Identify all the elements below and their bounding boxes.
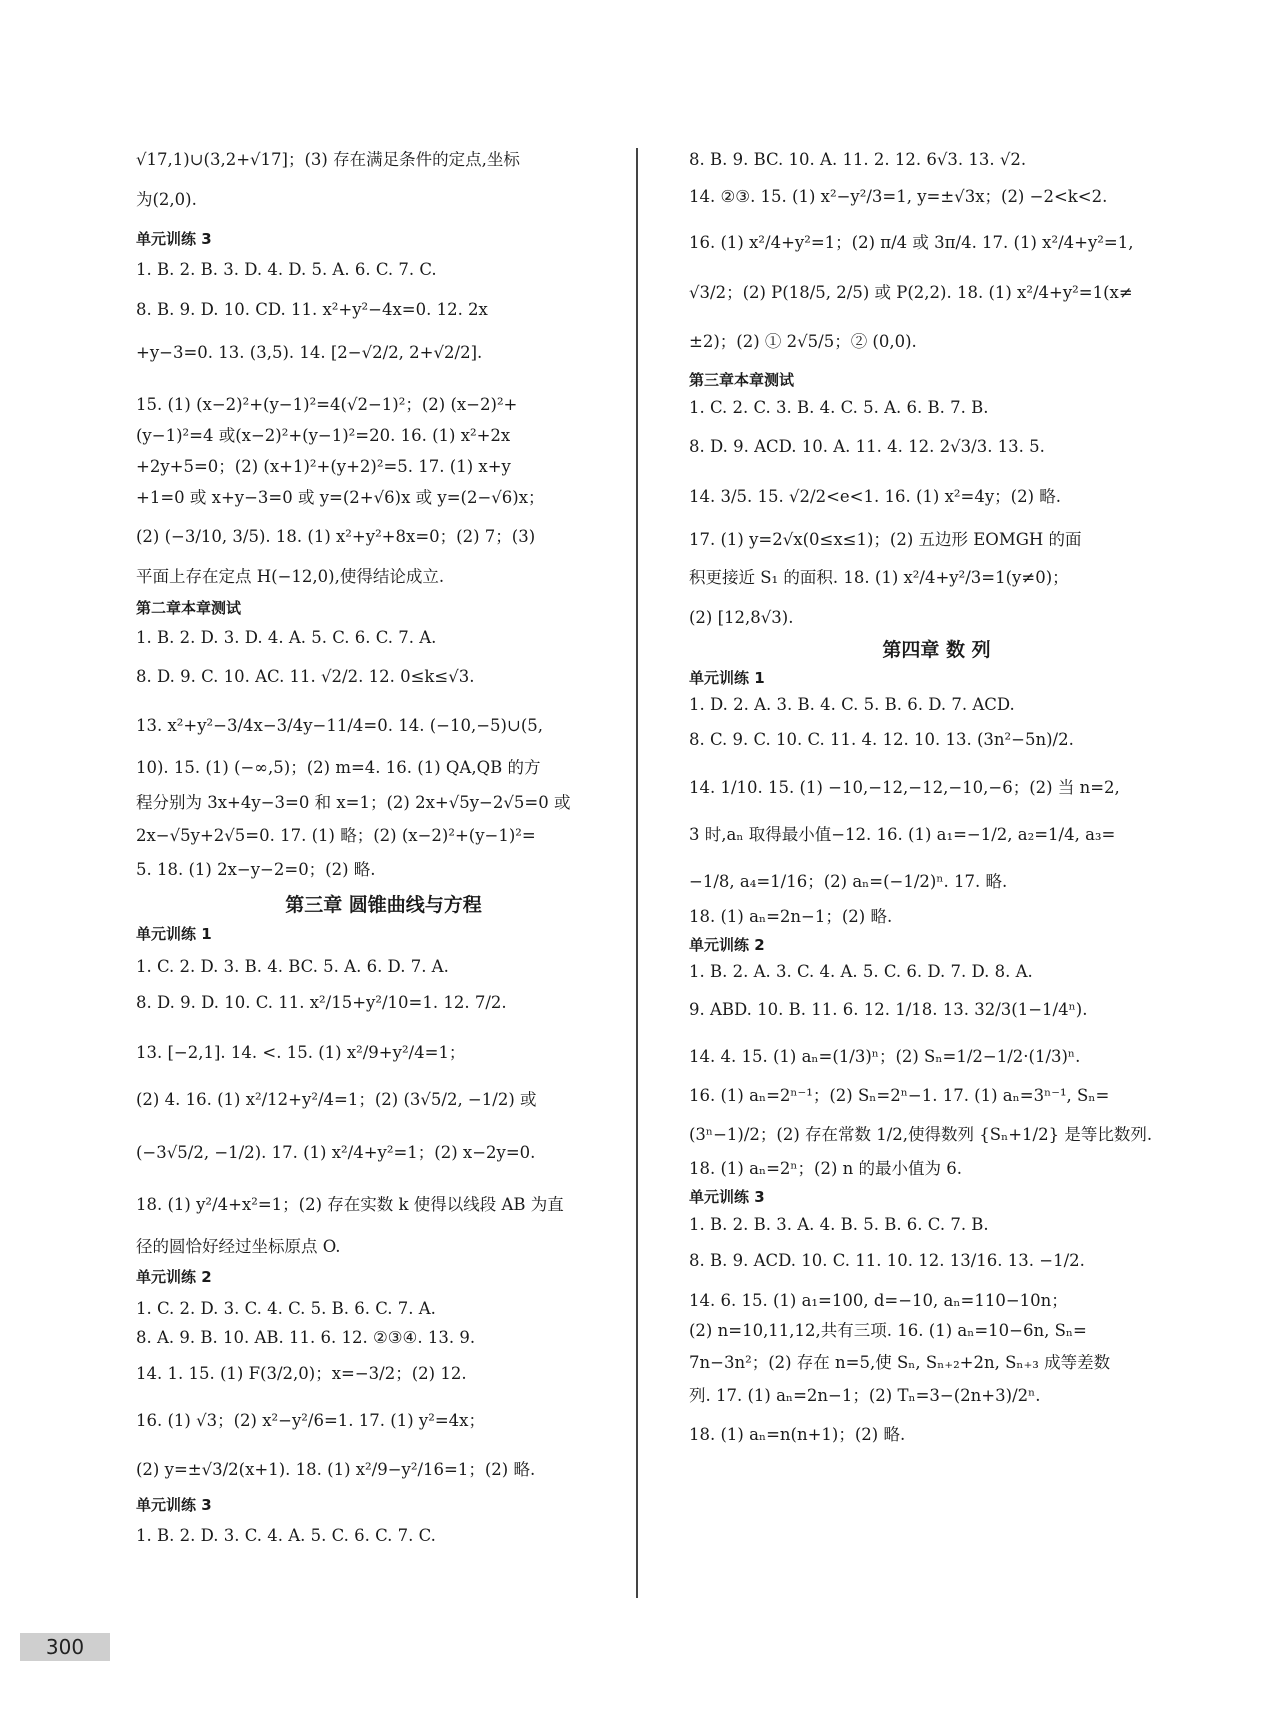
answer-line: (2) y=±√3/2(x+1). 18. (1) x²/9−y²/16=1；(2) 略.: [136, 1460, 536, 1479]
section-heading: 第二章本章测试: [136, 599, 242, 617]
answer-line: 14. 1/10. 15. (1) −10,−12,−12,−10,−6；(2) 当 n=2,: [689, 778, 1120, 797]
answer-line: 8. B. 9. D. 10. CD. 11. x²+y²−4x=0. 12. 2x: [136, 300, 488, 319]
section-heading: 单元训练 3: [136, 230, 212, 248]
answer-line: 8. B. 9. ACD. 10. C. 11. 10. 12. 13/16. 13. −1/2.: [689, 1251, 1085, 1270]
answer-line: 5. 18. (1) 2x−y−2=0；(2) 略.: [136, 860, 376, 879]
answer-line: 14. ②③. 15. (1) x²−y²/3=1, y=±√3x；(2) −2<k<2.: [689, 187, 1108, 206]
answer-line: 7n−3n²；(2) 存在 n=5,使 Sₙ, Sₙ₊₂+2n, Sₙ₊₃ 成等差数: [689, 1353, 1111, 1372]
section-heading: 单元训练 2: [689, 936, 765, 954]
answer-line: √17,1)∪(3,2+√17]；(3) 存在满足条件的定点,坐标: [136, 150, 520, 169]
answer-line: 8. C. 9. C. 10. C. 11. 4. 12. 10. 13. (3n²−5n)/2.: [689, 730, 1074, 749]
answer-line: (2) (−3/10, 3/5). 18. (1) x²+y²+8x=0；(2) 7；(3): [136, 527, 536, 546]
answer-line: 为(2,0).: [136, 190, 197, 209]
answer-line: 1. D. 2. A. 3. B. 4. C. 5. B. 6. D. 7. ACD.: [689, 695, 1015, 714]
answer-line: 13. [−2,1]. 14. <. 15. (1) x²/9+y²/4=1；: [136, 1043, 466, 1062]
answer-line: 8. B. 9. BC. 10. A. 11. 2. 12. 6√3. 13. √2.: [689, 150, 1027, 169]
answer-line: 10). 15. (1) (−∞,5)；(2) m=4. 16. (1) QA,QB 的方: [136, 758, 541, 777]
section-heading: 单元训练 2: [136, 1268, 212, 1286]
answer-line: +2y+5=0；(2) (x+1)²+(y+2)²=5. 17. (1) x+y: [136, 457, 511, 476]
answer-line: 9. ABD. 10. B. 11. 6. 12. 1/18. 13. 32/3(1−1/4ⁿ).: [689, 1000, 1088, 1019]
answer-line: 列. 17. (1) aₙ=2n−1；(2) Tₙ=3−(2n+3)/2ⁿ.: [689, 1386, 1041, 1405]
column-divider: [636, 148, 638, 1598]
answer-line: 18. (1) aₙ=2n−1；(2) 略.: [689, 907, 893, 926]
answer-line: 1. B. 2. D. 3. C. 4. A. 5. C. 6. C. 7. C.: [136, 1526, 436, 1545]
answer-line: 1. C. 2. C. 3. B. 4. C. 5. A. 6. B. 7. B.: [689, 398, 989, 417]
answer-line: 平面上存在定点 H(−12,0),使得结论成立.: [136, 567, 445, 586]
answer-line: 1. C. 2. D. 3. C. 4. C. 5. B. 6. C. 7. A.: [136, 1299, 436, 1318]
answer-line: 3 时,aₙ 取得最小值−12. 16. (1) a₁=−1/2, a₂=1/4, a₃=: [689, 825, 1116, 844]
section-heading: 单元训练 1: [136, 925, 212, 943]
answer-line: 13. x²+y²−3/4x−3/4y−11/4=0. 14. (−10,−5)∪(5,: [136, 716, 543, 735]
answer-line: 15. (1) (x−2)²+(y−1)²=4(√2−1)²；(2) (x−2)²+: [136, 395, 518, 414]
answer-line: ±2)；(2) ① 2√5/5；② (0,0).: [689, 332, 917, 351]
answer-line: 18. (1) aₙ=n(n+1)；(2) 略.: [689, 1425, 906, 1444]
answer-line: 14. 4. 15. (1) aₙ=(1/3)ⁿ；(2) Sₙ=1/2−1/2·(1/3)ⁿ.: [689, 1047, 1081, 1066]
chapter-title: 第四章 数 列: [882, 639, 991, 661]
answer-line: +y−3=0. 13. (3,5). 14. [2−√2/2, 2+√2/2].: [136, 343, 483, 362]
answer-line: 8. A. 9. B. 10. AB. 11. 6. 12. ②③④. 13. 9.: [136, 1328, 476, 1347]
answer-line: 8. D. 9. ACD. 10. A. 11. 4. 12. 2√3/3. 13. 5.: [689, 437, 1045, 456]
section-heading: 单元训练 3: [689, 1188, 765, 1206]
answer-line: 1. B. 2. D. 3. D. 4. A. 5. C. 6. C. 7. A.: [136, 628, 437, 647]
answer-line: 16. (1) x²/4+y²=1；(2) π/4 或 3π/4. 17. (1) x²/4+y²=1,: [689, 233, 1134, 252]
answer-line: 2x−√5y+2√5=0. 17. (1) 略；(2) (x−2)²+(y−1)²=: [136, 826, 536, 845]
answer-line: 14. 6. 15. (1) a₁=100, d=−10, aₙ=110−10n；: [689, 1291, 1068, 1310]
answer-line: 16. (1) aₙ=2ⁿ⁻¹；(2) Sₙ=2ⁿ−1. 17. (1) aₙ=3ⁿ⁻¹, Sₙ=: [689, 1086, 1110, 1105]
answer-line: 16. (1) √3；(2) x²−y²/6=1. 17. (1) y²=4x；: [136, 1411, 485, 1430]
answer-line: 1. B. 2. B. 3. A. 4. B. 5. B. 6. C. 7. B.: [689, 1215, 989, 1234]
answer-line: 18. (1) y²/4+x²=1；(2) 存在实数 k 使得以线段 AB 为直: [136, 1195, 564, 1214]
section-heading: 单元训练 1: [689, 669, 765, 687]
answer-line: 1. B. 2. A. 3. C. 4. A. 5. C. 6. D. 7. D. 8. A.: [689, 962, 1033, 981]
answer-line: 径的圆恰好经过坐标原点 O.: [136, 1237, 341, 1256]
answer-line: (2) 4. 16. (1) x²/12+y²/4=1；(2) (3√5/2, −1/2) 或: [136, 1090, 537, 1109]
answer-line: 8. D. 9. D. 10. C. 11. x²/15+y²/10=1. 12. 7/2.: [136, 993, 507, 1012]
answer-line: (−3√5/2, −1/2). 17. (1) x²/4+y²=1；(2) x−2y=0.: [136, 1143, 536, 1162]
answer-line: (y−1)²=4 或(x−2)²+(y−1)²=20. 16. (1) x²+2x: [136, 426, 511, 445]
answer-line: 18. (1) aₙ=2ⁿ；(2) n 的最小值为 6.: [689, 1159, 963, 1178]
chapter-title: 第三章 圆锥曲线与方程: [285, 894, 482, 916]
answer-line: (3ⁿ−1)/2；(2) 存在常数 1/2,使得数列 {Sₙ+1/2} 是等比数列.: [689, 1125, 1153, 1144]
answer-line: 14. 3/5. 15. √2/2<e<1. 16. (1) x²=4y；(2) 略.: [689, 487, 1062, 506]
answer-line: −1/8, a₄=1/16；(2) aₙ=(−1/2)ⁿ. 17. 略.: [689, 872, 1008, 891]
answer-line: +1=0 或 x+y−3=0 或 y=(2+√6)x 或 y=(2−√6)x；: [136, 488, 545, 507]
answer-line: (2) n=10,11,12,共有三项. 16. (1) aₙ=10−6n, Sₙ=: [689, 1321, 1087, 1340]
answer-line: 程分别为 3x+4y−3=0 和 x=1；(2) 2x+√5y−2√5=0 或: [136, 793, 571, 812]
section-heading: 单元训练 3: [136, 1496, 212, 1514]
answer-line: 1. B. 2. B. 3. D. 4. D. 5. A. 6. C. 7. C.: [136, 260, 437, 279]
answer-line: 14. 1. 15. (1) F(3/2,0)；x=−3/2；(2) 12.: [136, 1364, 467, 1383]
answer-line: (2) [12,8√3).: [689, 608, 794, 627]
answer-line: √3/2；(2) P(18/5, 2/5) 或 P(2,2). 18. (1) x²/4+y²=1(x≠: [689, 283, 1133, 302]
page-number: 300: [20, 1633, 110, 1661]
answer-line: 17. (1) y=2√x(0≤x≤1)；(2) 五边形 EOMGH 的面: [689, 530, 1082, 549]
answer-line: 8. D. 9. C. 10. AC. 11. √2/2. 12. 0≤k≤√3.: [136, 667, 475, 686]
answer-line: 1. C. 2. D. 3. B. 4. BC. 5. A. 6. D. 7. A.: [136, 957, 449, 976]
section-heading: 第三章本章测试: [689, 371, 795, 389]
answer-line: 积更接近 S₁ 的面积. 18. (1) x²/4+y²/3=1(y≠0)；: [689, 568, 1069, 587]
